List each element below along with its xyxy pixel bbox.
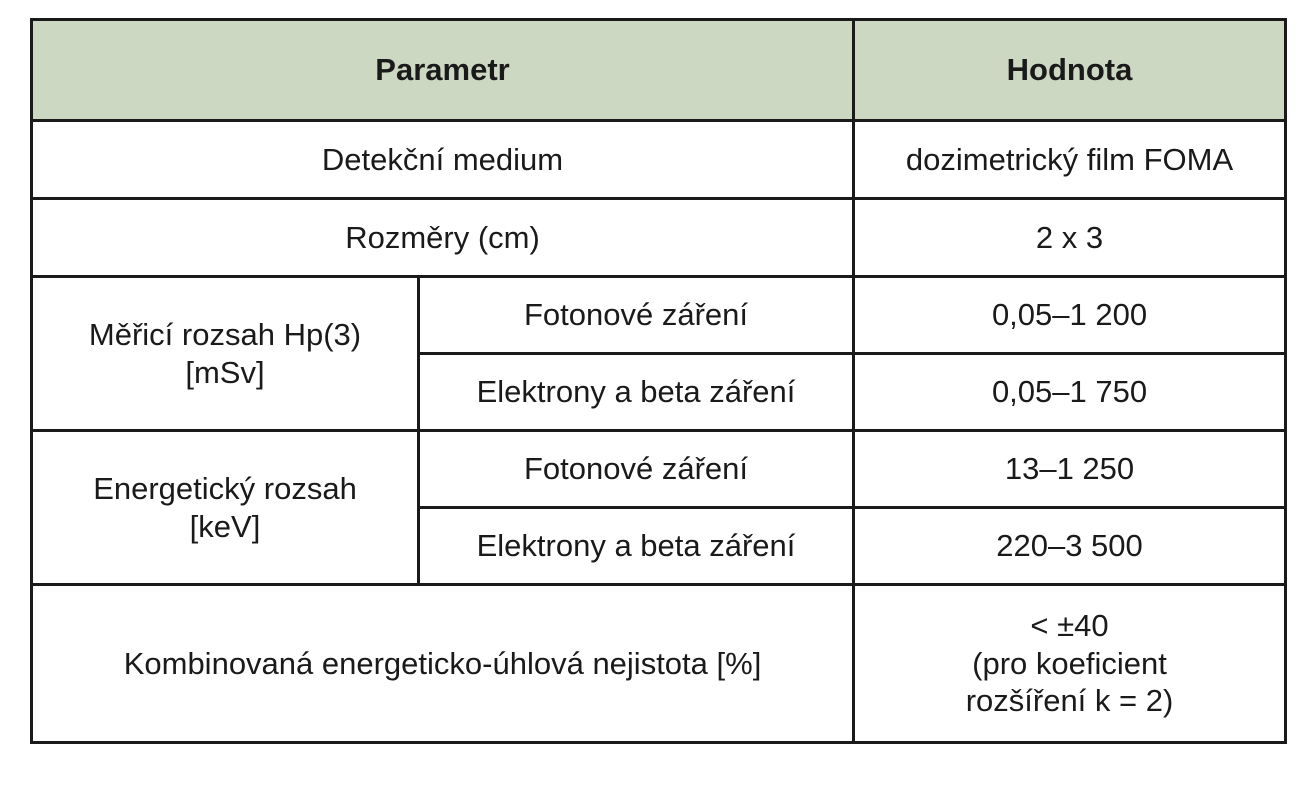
table-row — [32, 199, 1286, 277]
cell-energeticky-elektron-value: 220–3 500 — [854, 508, 1286, 585]
cell-merici-foton-value: 0,05–1 200 — [854, 277, 1286, 354]
parameter-table — [30, 18, 1287, 744]
header-row — [32, 20, 1286, 121]
cell-rozmery-label: Rozměry (cm) — [32, 199, 854, 277]
cell-rozmery-value: 2 x 3 — [854, 199, 1286, 277]
cell-nejistota-value — [854, 585, 1286, 743]
table-row — [32, 431, 1286, 508]
merici-rozsah-line2: [mSv] — [185, 354, 265, 390]
cell-nejistota-label: Kombinovaná energeticko-úhlová nejistota [%] — [32, 585, 854, 743]
nejistota-value-line3: rozšíření k = 2) — [965, 683, 1174, 719]
cell-energeticky-foton-value: 13–1 250 — [854, 431, 1286, 508]
cell-merici-foton-label: Fotonové záření — [419, 277, 854, 354]
cell-detekcni-medium-value: dozimetrický film FOMA — [854, 121, 1286, 199]
cell-merici-rozsah-label — [32, 277, 419, 431]
cell-energeticky-foton-label: Fotonové záření — [419, 431, 854, 508]
nejistota-value-line2: (pro koeficient — [972, 645, 1167, 681]
energeticky-rozsah-line1: Energetický rozsah — [93, 470, 357, 506]
cell-merici-elektron-value: 0,05–1 750 — [854, 354, 1286, 431]
nejistota-value-line1: < ±40 — [1030, 607, 1109, 643]
table-row — [32, 277, 1286, 354]
table-row — [32, 121, 1286, 199]
cell-detekcni-medium-label: Detekční medium — [32, 121, 854, 199]
header-hodnota: Hodnota — [854, 20, 1286, 121]
cell-energeticky-elektron-label: Elektrony a beta záření — [419, 508, 854, 585]
table-row — [32, 585, 1286, 743]
cell-merici-elektron-label: Elektrony a beta záření — [419, 354, 854, 431]
merici-rozsah-line1: Měřicí rozsah Hp(3) — [88, 316, 362, 352]
energeticky-rozsah-line2: [keV] — [189, 508, 261, 544]
cell-energeticky-rozsah-label — [32, 431, 419, 585]
header-parametr: Parametr — [32, 20, 854, 121]
